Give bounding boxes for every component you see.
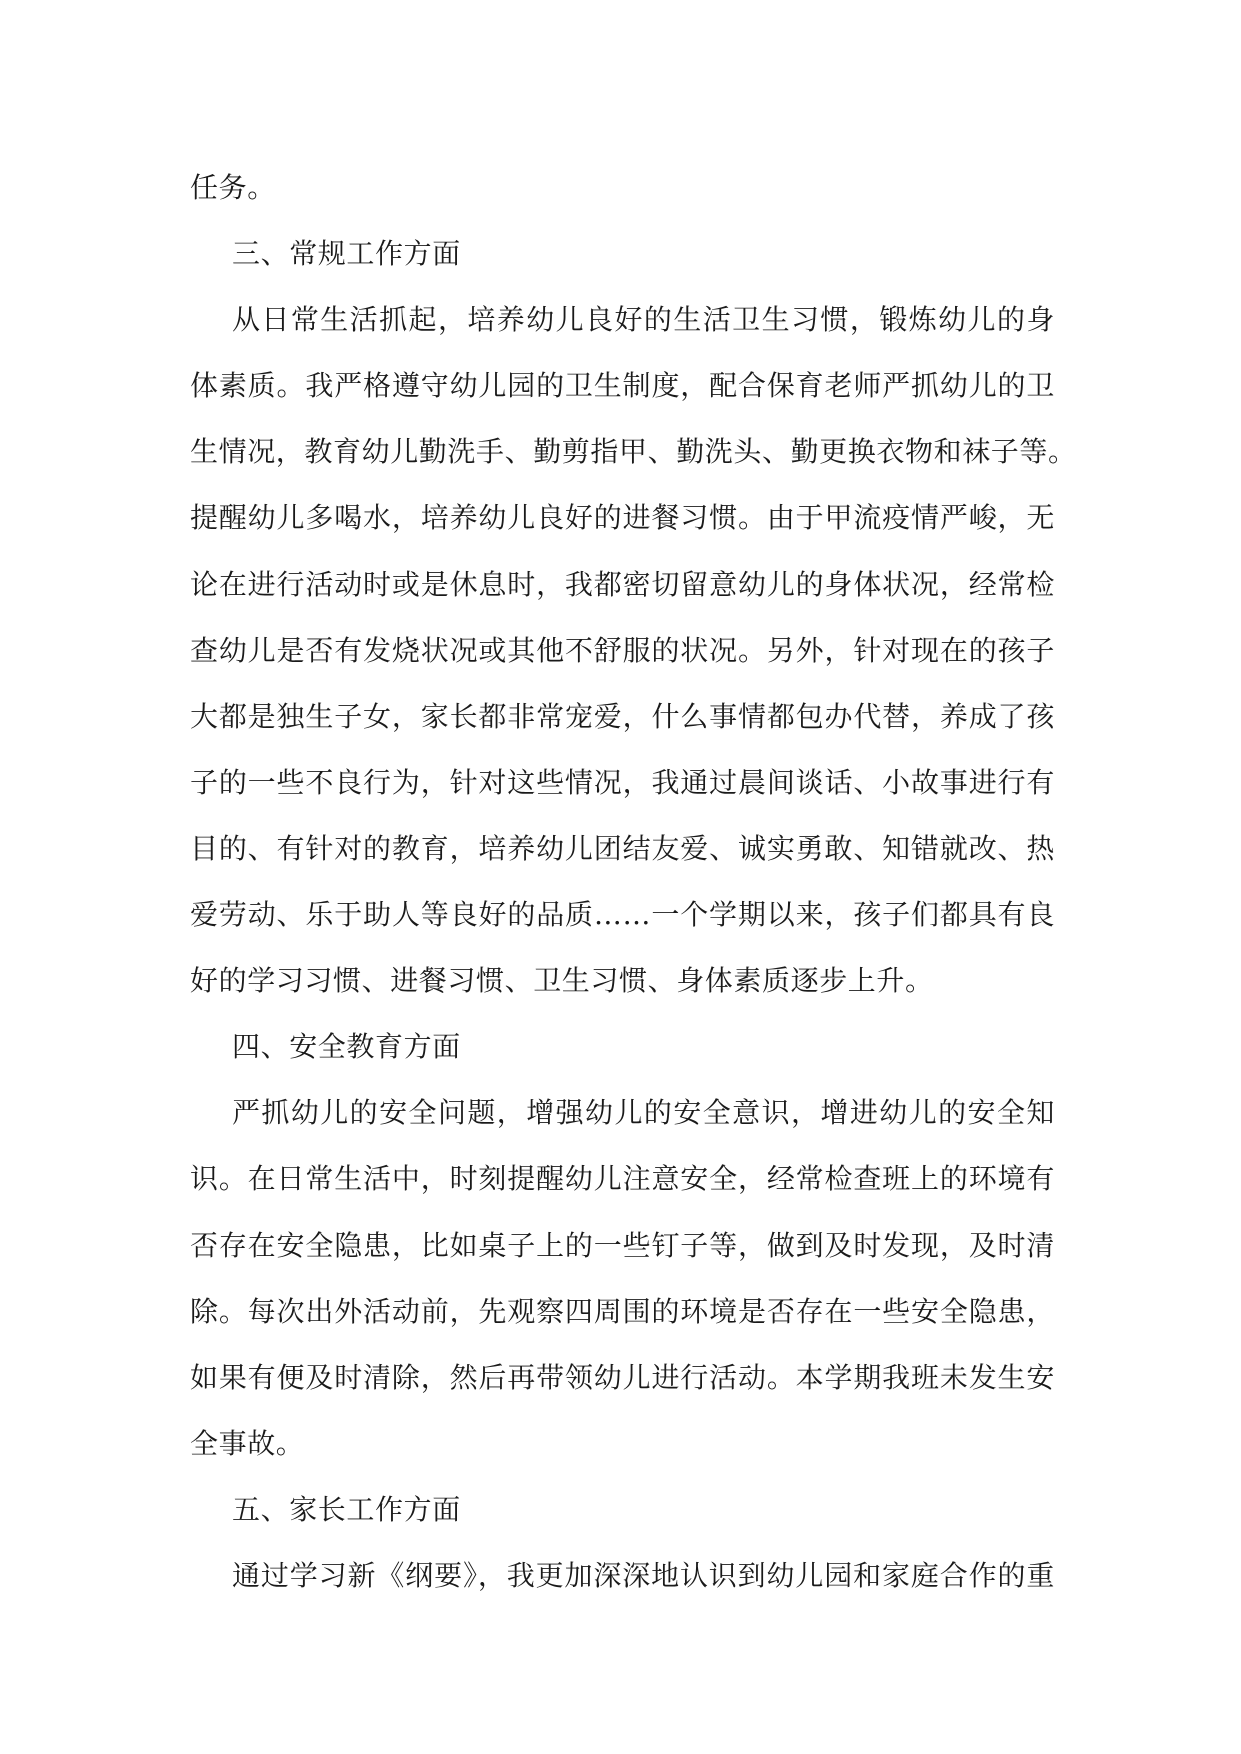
text-line: 提醒幼儿多喝水，培养幼儿良好的进餐习惯。由于甲流疫情严峻，无: [190, 501, 1055, 535]
text-line: 否存在安全隐患，比如桌子上的一些钉子等，做到及时发现，及时清: [190, 1228, 1055, 1262]
text-line: 体素质。我严格遵守幼儿园的卫生制度，配合保育老师严抓幼儿的卫: [190, 369, 1055, 403]
text-line: 好的学习习惯、进餐习惯、卫生习惯、身体素质逐步上升。: [190, 964, 934, 998]
text-line: 大都是独生子女，家长都非常宠爱，什么事情都包办代替，养成了孩: [190, 699, 1055, 733]
text-line: 全事故。: [190, 1426, 305, 1460]
text-line: 除。每次出外活动前，先观察四周围的环境是否存在一些安全隐患，: [190, 1294, 1055, 1328]
text-line: 爱劳动、乐于助人等良好的品质……一个学期以来，孩子们都具有良: [190, 898, 1055, 932]
section-heading: 四、安全教育方面: [232, 1030, 461, 1064]
text-line: 子的一些不良行为，针对这些情况，我通过晨间谈话、小故事进行有: [190, 765, 1055, 799]
section-heading: 三、常规工作方面: [232, 237, 461, 271]
text-line: 通过学习新《纲要》，我更加深深地认识到幼儿园和家庭合作的重: [232, 1558, 1055, 1592]
document-page: [190, 155, 1077, 1609]
text-line: 从日常生活抓起，培养幼儿良好的生活卫生习惯，锻炼幼儿的身: [232, 303, 1055, 337]
text-line: 任务。: [190, 171, 276, 204]
text-line: 目的、有针对的教育，培养幼儿团结友爱、诚实勇敢、知错就改、热: [190, 831, 1055, 865]
text-line: 严抓幼儿的安全问题，增强幼儿的安全意识，增进幼儿的安全知: [232, 1096, 1055, 1130]
section-heading: 五、家长工作方面: [232, 1492, 461, 1526]
text-line: 查幼儿是否有发烧状况或其他不舒服的状况。另外，针对现在的孩子: [190, 633, 1055, 667]
text-line: 识。在日常生活中，时刻提醒幼儿注意安全，经常检查班上的环境有: [190, 1162, 1055, 1196]
text-line: 论在进行活动时或是休息时，我都密切留意幼儿的身体状况，经常检: [190, 567, 1055, 601]
text-line: 生情况，教育幼儿勤洗手、勤剪指甲、勤洗头、勤更换衣物和袜子等。: [190, 435, 1077, 469]
text-line: 如果有便及时清除，然后再带领幼儿进行活动。本学期我班未发生安: [190, 1360, 1055, 1394]
